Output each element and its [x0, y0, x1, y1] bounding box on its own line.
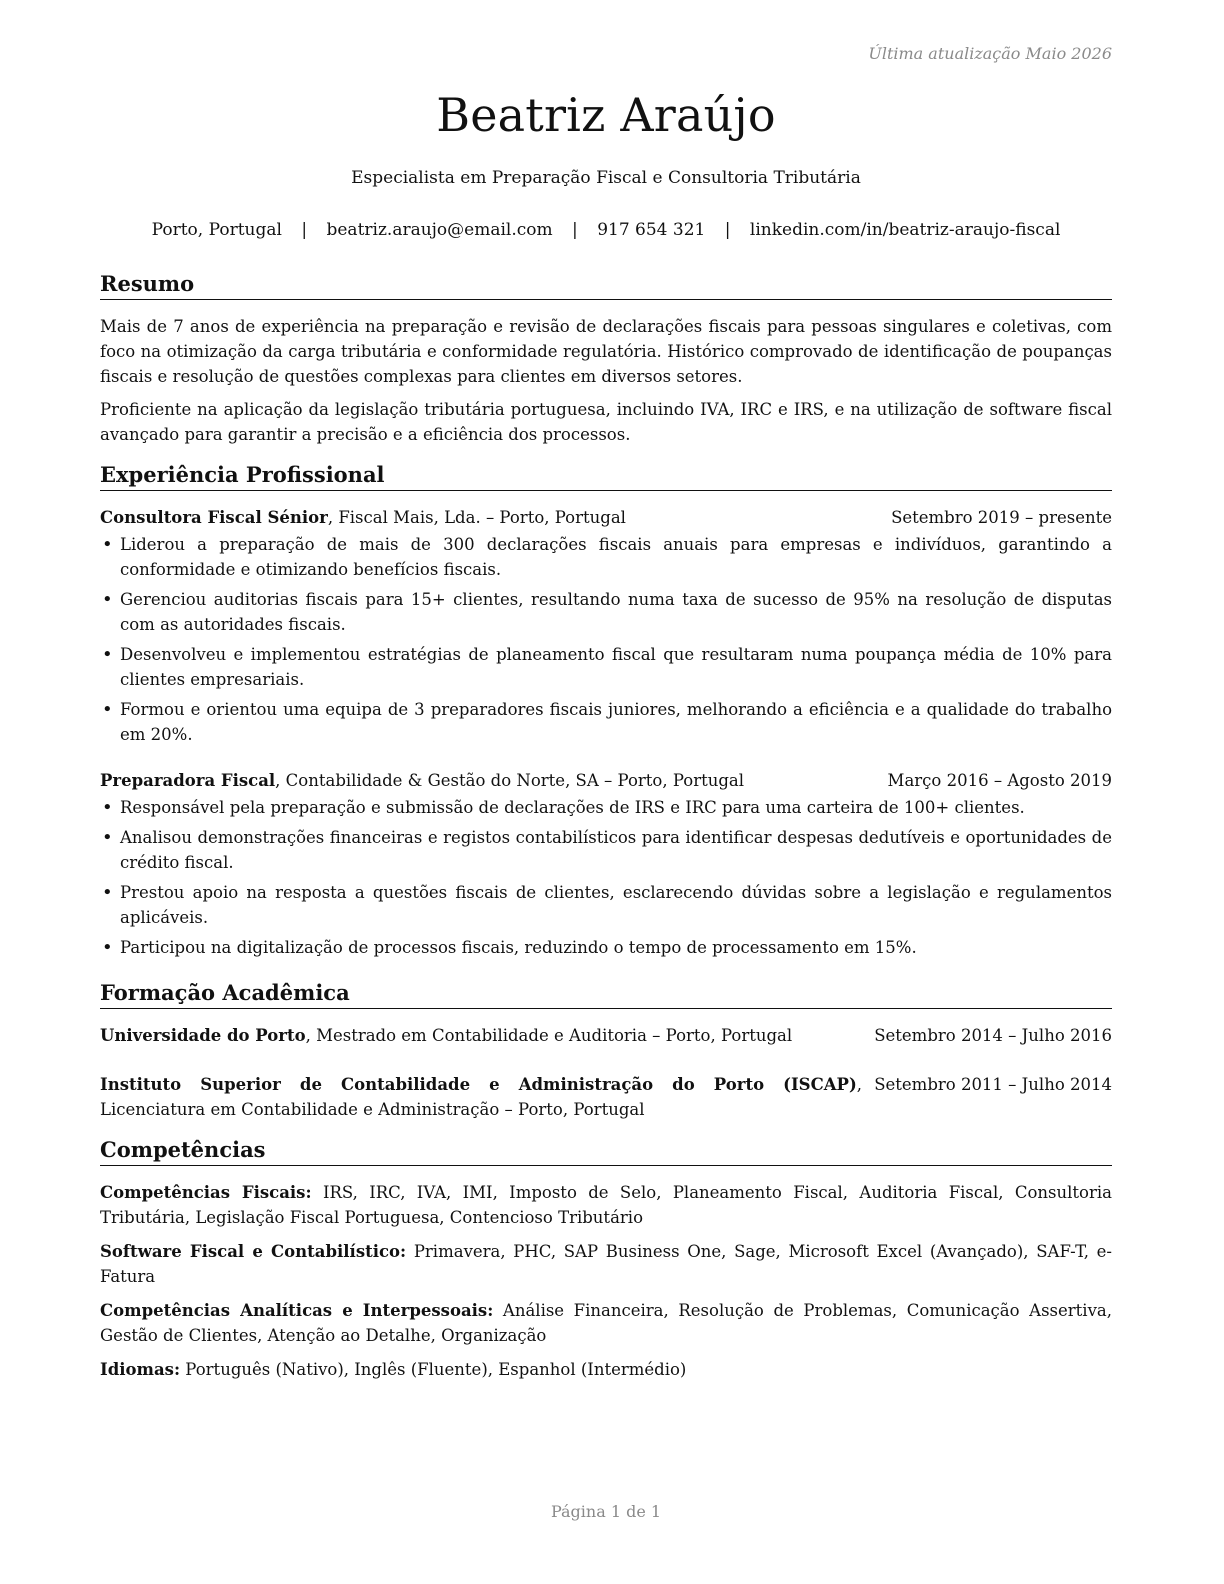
contact-line — [100, 220, 1112, 240]
contact-phone[interactable]: 917 654 321 — [597, 220, 706, 240]
degree-detail: , Licenciatura em Contabilidade e Administração – Porto, Portugal — [100, 1075, 862, 1119]
skill-label: Competências Fiscais: — [100, 1183, 312, 1202]
contact-separator: | — [724, 220, 731, 240]
job-header — [100, 505, 1112, 530]
list-item: • Prestou apoio na resposta a questões fiscais de clientes, esclarecendo dúvidas sobre a legislação e regulamentos aplicáveis. — [100, 880, 1112, 930]
contact-location: Porto, Portugal — [151, 220, 282, 240]
contact-email[interactable]: beatriz.araujo@email.com — [326, 220, 553, 240]
resume-page — [100, 0, 1112, 1584]
job-entry — [100, 505, 1112, 747]
section-title-education: Formação Acadêmica — [100, 979, 1112, 1009]
job-dates: Março 2016 – Agosto 2019 — [887, 771, 1112, 790]
education-dates: Setembro 2014 – Julho 2016 — [874, 1026, 1112, 1045]
contact-separator: | — [301, 220, 308, 240]
skills-section — [100, 1136, 1112, 1382]
list-item: • Responsável pela preparação e submissão de declarações de IRS e IRC para uma carteira de 100+ clientes. — [100, 795, 1112, 820]
job-header — [100, 768, 1112, 793]
last-updated: Última atualização Maio 2026 — [868, 44, 1112, 63]
contact-separator: | — [572, 220, 578, 240]
job-role: Preparadora Fiscal — [100, 771, 276, 790]
skill-text: IRS, IRC, IVA, IMI, Imposto de Selo, Planeamento Fiscal, Auditoria Fiscal, Consultoria Tributária, Legislação Fiscal Portuguesa, Contencioso Tributário — [100, 1183, 1112, 1227]
skill-label: Competências Analíticas e Interpessoais: — [100, 1301, 494, 1320]
page-number: Página 1 de 1 — [550, 1502, 662, 1521]
list-item: • Participou na digitalização de processos fiscais, reduzindo o tempo de processamento em 15%. — [100, 935, 1112, 960]
job-role: Consultora Fiscal Sénior — [100, 508, 328, 527]
job-org: , Contabilidade & Gestão do Norte, SA – Porto, Portugal — [275, 771, 745, 790]
education-entry — [100, 1023, 1112, 1048]
school-name: Instituto Superior de Contabilidade e Administração do Porto (ISCAP) — [100, 1075, 857, 1094]
person-name: Beatriz Araújo — [436, 88, 776, 142]
skill-text: Primavera, PHC, SAP Business One, Sage, Microsoft Excel (Avançado), SAF-T, e-Fatura — [100, 1242, 1112, 1286]
skill-label: Idiomas: — [100, 1360, 181, 1379]
summary-paragraph: Mais de 7 anos de experiência na preparação e revisão de declarações fiscais para pessoas singulares e coletivas, com foco na otimização da carga tributária e conformidade regulatória. Histórico comprovado de identificação de poupanças fiscais e resolução de questões complexas para clientes em diversos setores. — [100, 317, 1112, 386]
job-bullets — [100, 532, 1112, 747]
job-org: , Fiscal Mais, Lda. – Porto, Portugal — [327, 508, 626, 527]
education-dates: Setembro 2011 – Julho 2014 — [874, 1075, 1112, 1094]
skill-line — [100, 1239, 1112, 1289]
school-name: Universidade do Porto — [100, 1026, 306, 1045]
list-item: • Desenvolveu e implementou estratégias de planeamento fiscal que resultaram numa poupança média de 10% para clientes empresariais. — [100, 642, 1112, 692]
degree-detail: , Mestrado em Contabilidade e Auditoria – Porto, Portugal — [305, 1026, 793, 1045]
job-entry — [100, 768, 1112, 960]
summary-section — [100, 270, 1112, 447]
list-item: • Gerenciou auditorias fiscais para 15+ clientes, resultando numa taxa de sucesso de 95% na resolução de disputas com as autoridades fiscais. — [100, 587, 1112, 637]
skill-text: Análise Financeira, Resolução de Problemas, Comunicação Assertiva, Gestão de Clientes, Atenção ao Detalhe, Organização — [100, 1301, 1112, 1345]
list-item: • Formou e orientou uma equipa de 3 preparadores fiscais juniores, melhorando a eficiência e a qualidade do trabalho em 20%. — [100, 697, 1112, 747]
section-title-summary: Resumo — [100, 270, 1112, 300]
skill-line — [100, 1298, 1112, 1348]
contact-linkedin[interactable]: linkedin.com/in/beatriz-araujo-fiscal — [749, 220, 1061, 240]
summary-paragraph: Proficiente na aplicação da legislação tributária portuguesa, incluindo IVA, IRC e IRS, e na utilização de software fiscal avançado para garantir a precisão e a eficiência dos processos. — [100, 400, 1112, 444]
job-dates: Setembro 2019 – presente — [891, 508, 1112, 527]
section-title-skills: Competências — [100, 1136, 1112, 1166]
section-title-experience: Experiência Profissional — [100, 461, 1112, 491]
experience-section — [100, 461, 1112, 960]
education-section — [100, 979, 1112, 1122]
job-bullets — [100, 795, 1112, 960]
education-entry — [100, 1072, 1112, 1122]
skill-line — [100, 1357, 1112, 1382]
resume-content — [100, 270, 1112, 1391]
list-item: • Liderou a preparação de mais de 300 declarações fiscais anuais para empresas e indivíduos, garantindo a conformidade e otimizando benefícios fiscais. — [100, 532, 1112, 582]
list-item: • Analisou demonstrações financeiras e registos contabilísticos para identificar despesas dedutíveis e oportunidades de crédito fiscal. — [100, 825, 1112, 875]
skill-label: Software Fiscal e Contabilístico: — [100, 1242, 407, 1261]
job-subtitle: Especialista em Preparação Fiscal e Consultoria Tributária — [351, 168, 861, 188]
skill-line — [100, 1180, 1112, 1230]
skill-text: Português (Nativo), Inglês (Fluente), Espanhol (Intermédio) — [180, 1360, 687, 1379]
